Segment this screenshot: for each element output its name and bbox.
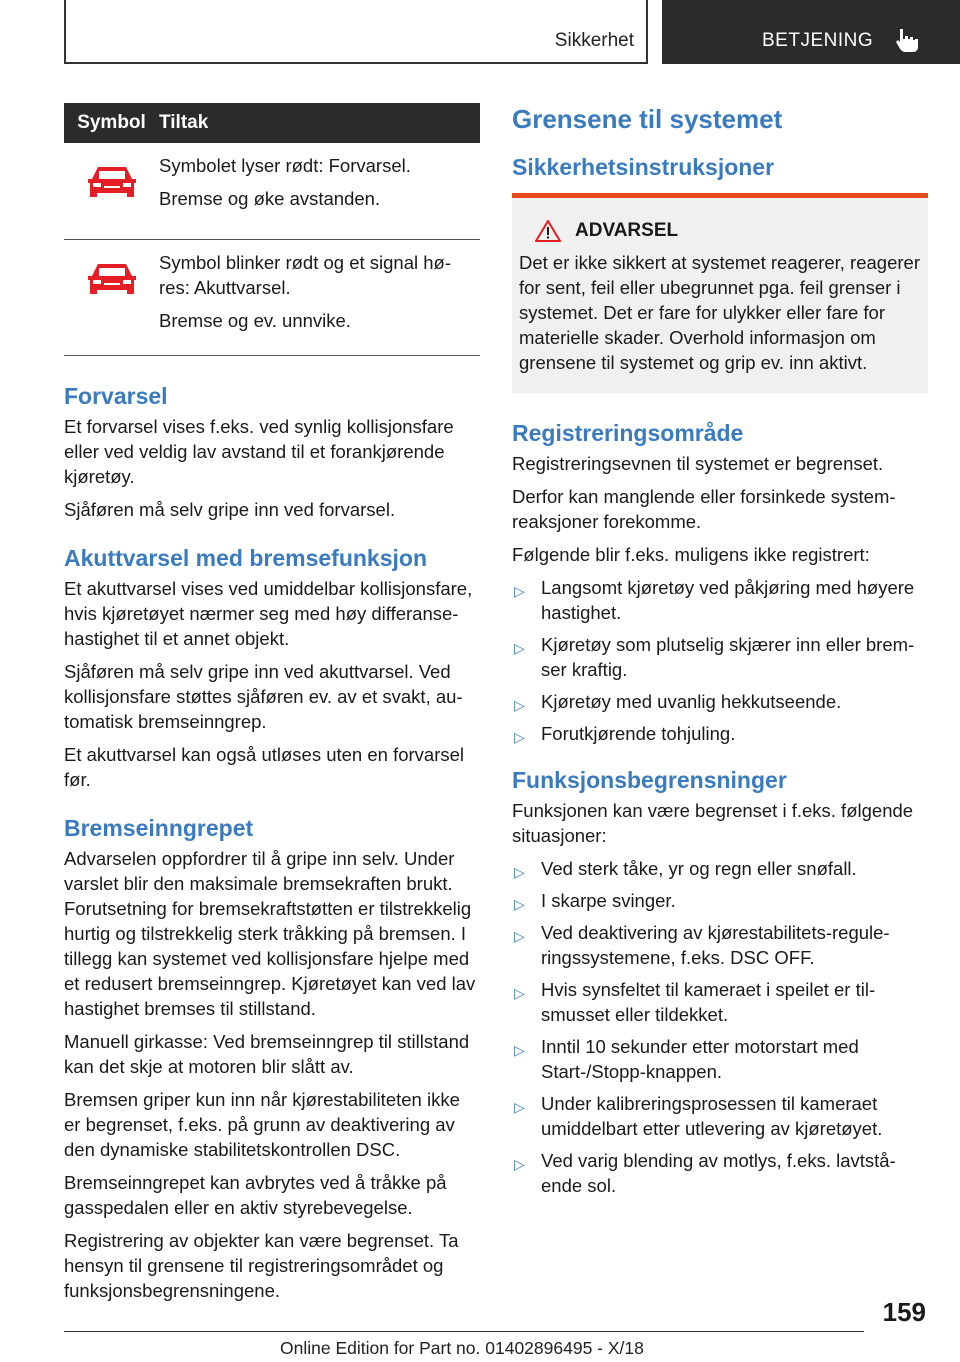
table-cell-text: Bremse og ev. unnvike. <box>159 310 351 331</box>
triangle-bullet-icon: ▷ <box>514 985 525 1001</box>
triangle-bullet-icon: ▷ <box>514 928 525 944</box>
triangle-bullet-icon: ▷ <box>514 864 525 880</box>
section-title: Sikkerhet <box>554 30 634 51</box>
heading-forvarsel: Forvarsel <box>64 383 168 409</box>
car-front-icon <box>86 258 138 298</box>
list-item: ▷ Kjøretøy som plutselig skjærer inn eller bremser kraftig. <box>514 634 915 680</box>
list-item: ▷ Forutkjørende tohjuling. <box>512 721 928 746</box>
paragraph: Et akuttvarsel vises ved umiddelbar kollisjonsfare, hvis kjøretøyet nærmer seg med høy differansehastighet til et annet objekt. <box>64 578 473 649</box>
footer-text: Online Edition for Part no. 01402896495 - X/18 <box>280 1338 644 1358</box>
warning-label: ADVARSEL <box>575 220 679 241</box>
heading-grensene: Grensene til systemet <box>512 104 783 134</box>
list-item: ▷ Langsomt kjøretøy ved påkjøring med høyere hastighet. <box>514 577 915 623</box>
paragraph: Følgende blir f.eks. muligens ikke registrert: <box>512 544 870 565</box>
triangle-bullet-icon: ▷ <box>514 1156 525 1172</box>
list-item: ▷ Inntil 10 sekunder etter motorstart med Start-/Stopp-knappen. <box>514 1036 859 1082</box>
paragraph: Registrering av objekter kan være begrenset. Ta hensyn til grensene til registreringsområdet og funksjonsbegrensningene. <box>64 1230 459 1301</box>
paragraph: Registreringsevnen til systemet er begrenset. <box>512 453 884 474</box>
paragraph: Advarselen oppfordrer til å gripe inn selv. Under varslet blir den maksimale bremsekraften brukt. Forutsetning for bremsekraftstøtten er tilstrekkelig hurtig og tilstrekkelig sterk tråkking på bremsen. I tillegg kan systemet ved kollisjonsfare hjelpe med et redusert bremseinngrep. Kjøretøyet kan ved lav hastighet bremses til stillstand. <box>64 848 476 1019</box>
right-column <box>512 103 928 1210</box>
paragraph: Derfor kan manglende eller forsinkede systemreaksjoner forekomme. <box>512 486 896 532</box>
table-row <box>64 143 480 240</box>
paragraph: Et forvarsel vises f.eks. ved synlig kollisjonsfare eller ved veldig lav avstand til et forankjørende kjøretøy. <box>64 416 454 487</box>
heading-bremseinngrepet: Bremseinngrepet <box>64 815 254 841</box>
heading-registreringsomrade: Registreringsområde <box>512 420 744 446</box>
list-item: ▷ Ved deaktivering av kjørestabilitets-reguleringssystemene, f.eks. DSC OFF. <box>514 922 890 968</box>
list-item: ▷ Hvis synsfeltet til kameraet i speilet er tilsmusset eller tildekket. <box>514 979 876 1025</box>
left-column <box>64 103 480 1311</box>
triangle-bullet-icon: ▷ <box>514 1099 525 1115</box>
table-cell-text: Symbol blinker rødt og et signal hø- res: Akuttvarsel. <box>159 252 452 298</box>
list-item: ▷ Ved sterk tåke, yr og regn eller snøfall. <box>512 856 928 881</box>
bullet-list <box>512 575 928 746</box>
list-item: ▷ Ved varig blending av motlys, f.eks. lavtstående sol. <box>514 1150 896 1196</box>
paragraph: Bremseinngrepet kan avbrytes ved å tråkke på gasspedalen eller en aktiv styrebevegelse. <box>64 1172 447 1218</box>
warning-text: Det er ikke sikkert at systemet reagerer, reagerer for sent, feil eller ubegrunnet pga. feil grenser i systemet. Det er fare for ulykker eller fare for materielle skader. Overhold informasjon om grensene til systemet og grip ev. inn aktivt. <box>519 252 920 373</box>
triangle-bullet-icon: ▷ <box>514 896 525 912</box>
pointing-hand-icon <box>894 27 920 53</box>
paragraph: Sjåføren må selv gripe inn ved akuttvarsel. Ved kollisjonsfare støttes sjåføren ev. av et svakt, automatisk bremseinngrep. <box>64 661 463 732</box>
triangle-bullet-icon: ▷ <box>514 729 525 745</box>
chapter-title: BETJENING <box>762 30 874 51</box>
table-row <box>64 240 480 356</box>
bullet-list <box>512 856 928 1198</box>
symbol-table <box>64 103 480 356</box>
warning-box <box>512 193 928 393</box>
paragraph: Et akuttvarsel kan også utløses uten en forvarsel før. <box>64 744 465 790</box>
triangle-bullet-icon: ▷ <box>514 640 525 656</box>
table-cell-text: Bremse og øke avstanden. <box>159 188 381 209</box>
page-number: 159 <box>882 1297 926 1327</box>
triangle-bullet-icon: ▷ <box>514 697 525 713</box>
triangle-bullet-icon: ▷ <box>514 1042 525 1058</box>
heading-akuttvarsel: Akuttvarsel med bremsefunksjon <box>64 545 428 571</box>
triangle-bullet-icon: ▷ <box>514 583 525 599</box>
paragraph: Sjåføren må selv gripe inn ved forvarsel. <box>64 499 396 520</box>
heading-sikkerhetsinstruksjoner: Sikkerhetsinstruksjoner <box>512 154 775 180</box>
table-cell-text: Symbolet lyser rødt: Forvarsel. <box>159 155 411 176</box>
header-chapter-box <box>662 0 960 64</box>
car-front-icon <box>86 161 138 201</box>
footer-divider <box>64 1331 864 1332</box>
heading-funksjonsbegrensninger: Funksjonsbegrensninger <box>512 767 787 793</box>
paragraph: Bremsen griper kun inn når kjørestabiliteten ikke er begrenset, f.eks. på grunn av deaktivering av den dynamiske stabilitetskontrollen DSC. <box>64 1089 460 1160</box>
paragraph: Funksjonen kan være begrenset i f.eks. følgende situasjoner: <box>512 800 914 846</box>
list-item: ▷ I skarpe svinger. <box>512 888 928 913</box>
col-header-symbol: Symbol <box>64 103 159 143</box>
list-item: ▷ Kjøretøy med uvanlig hekkutseende. <box>512 689 928 714</box>
list-item: ▷ Under kalibreringsprosessen til kameraet umiddelbart etter utlevering av kjøretøyet. <box>514 1093 883 1139</box>
col-header-action: Tiltak <box>159 103 480 143</box>
header-section-box <box>64 0 648 64</box>
paragraph: Manuell girkasse: Ved bremseinngrep til stillstand kan det skje at motoren blir slått av. <box>64 1031 470 1077</box>
warning-triangle-icon <box>535 220 561 242</box>
